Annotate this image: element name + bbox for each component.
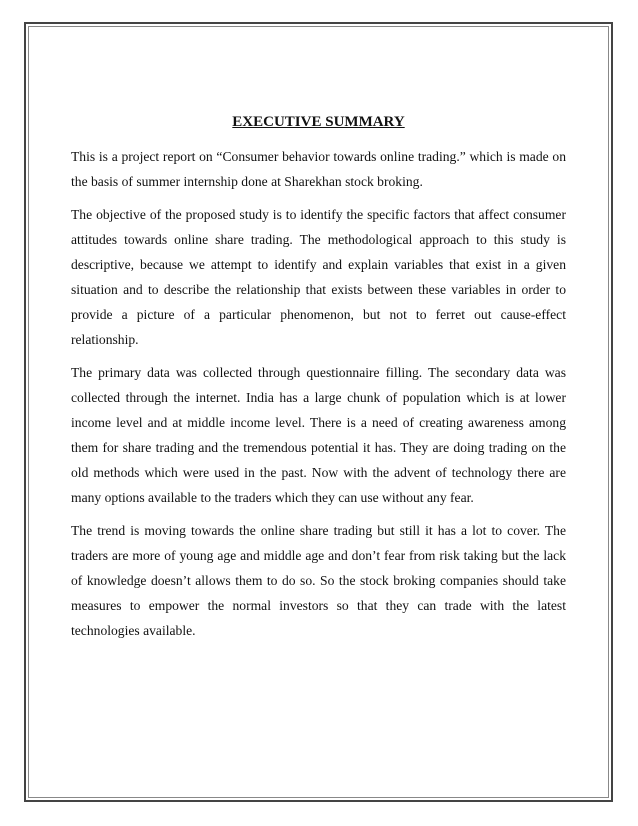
document-body: [71, 112, 566, 651]
paragraph-objective: The objective of the proposed study is to identify the specific factors that affect consumer attitudes towards online share trading. The methodological approach to this study is descriptive, because we attempt to identify and explain variables that exist in a given situation and to describe the relationship that exists between these variables in order to provide a picture of a particular phenomenon, but not to ferret out cause-effect relationship.: [71, 207, 566, 347]
page-title: EXECUTIVE SUMMARY: [232, 114, 405, 130]
paragraph-data-collection: The primary data was collected through questionnaire filling. The secondary data was collected through the internet. India has a large chunk of population which is at lower income level and at middle income level. There is a need of creating awareness among them for share trading and the tremendous potential it has. They are doing trading on the old methods which were used in the past. Now with the advent of technology there are many options available to the traders which they can use without any fear.: [71, 365, 566, 505]
paragraph-trend: The trend is moving towards the online share trading but still it has a lot to cover. The traders are more of young age and middle age and don’t fear from risk taking but the lack of knowledge doesn’t allows them to do so. So the stock broking companies should take measures to empower the normal investors so that they can trade with the latest technologies available.: [71, 523, 566, 638]
paragraph-intro: This is a project report on “Consumer behavior towards online trading.” which is made on the basis of summer internship done at Sharekhan stock broking.: [71, 149, 566, 189]
